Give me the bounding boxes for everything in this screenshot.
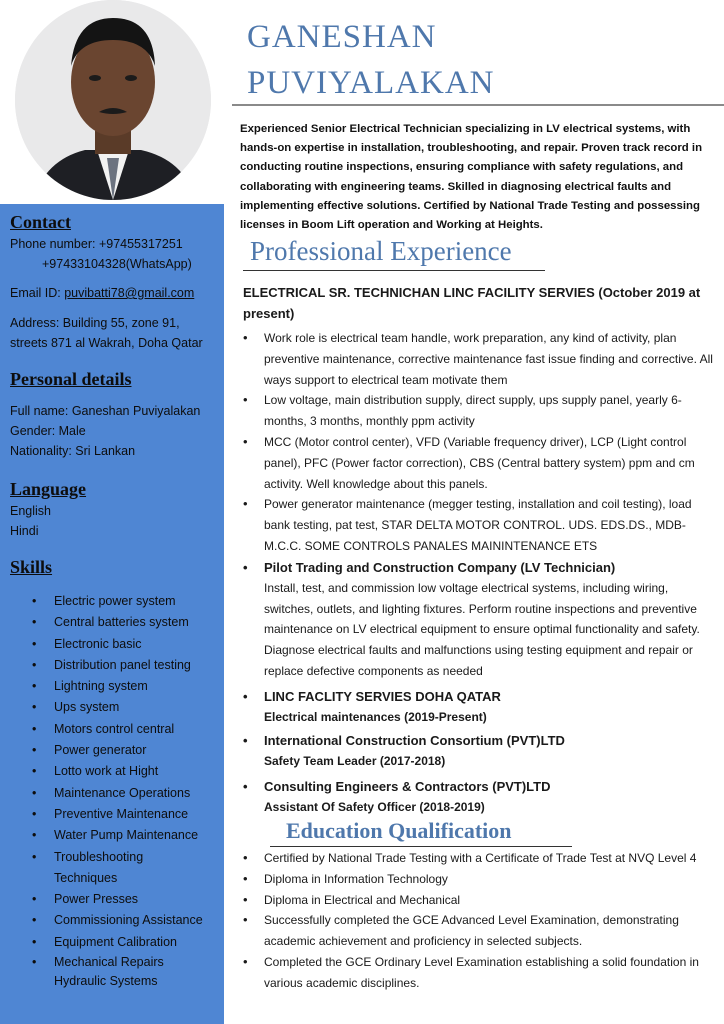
profile-summary: Experienced Senior Electrical Technician specializing in LV electrical systems, with hands-on expertise in installation, troubleshooting, and repair. Proven track record in conducting routine inspections, ensuring compliance with safety regulations, and collaborating with engineering teams. Skilled in diagnosing electrical faults and implementing effective solutions. Certified by National Trade Testing and possessing licenses in Boom Lift operation and Working at Heights. [240, 123, 703, 232]
skill-item: • Power Presses [10, 889, 220, 910]
responsibility-item: • MCC (Motor control center), VFD (Variable frequency driver), LCP (Light control panel), PFC (Power factor correction), CBS (Central battery system) ppm and cm activity. Well knowledge about this panels. [243, 432, 715, 494]
header-divider [232, 104, 724, 106]
language-item: Hindi [10, 524, 39, 538]
job-role: Electrical maintenances (2019-Present) [264, 709, 487, 724]
profile-photo-illustration [15, 0, 211, 200]
skill-item: • Distribution panel testing [10, 655, 220, 676]
skill-item: • Ups system [10, 697, 220, 718]
job-role: Safety Team Leader (2017-2018) [264, 753, 446, 768]
skill-item: • Lotto work at Hight [10, 761, 220, 782]
email-link[interactable]: puvibatti78@gmail.com [64, 286, 195, 300]
responsibility-item: • Low voltage, main distribution supply, direct supply, ups supply panel, yearly 6-months, 3 months, monthly ppm activity [243, 390, 715, 432]
gender: Gender: Male [10, 424, 86, 438]
experience-underline [243, 270, 545, 271]
education-item: • Diploma in Electrical and Mechanical [243, 890, 715, 911]
candidate-name [247, 14, 495, 106]
job-responsibilities [243, 328, 715, 578]
responsibility-item: • Work role is electrical team handle, work preparation, any kind of activity, plan preventive maintenance, corrective maintenance fast issue finding and corrective. All ways support to electrical team motivate them [243, 328, 715, 390]
skill-item: • Power generator [10, 740, 220, 761]
skill-item: • Water Pump Maintenance [10, 825, 220, 846]
education-item: • Successfully completed the GCE Advanced Level Examination, demonstrating academic achievement and proficiency in selected subjects. [243, 910, 715, 952]
skill-item: • Mechanical Repairs Hydraulic Systems [10, 953, 194, 991]
skills-heading: Skills [10, 557, 53, 577]
language-heading: Language [10, 479, 87, 499]
phone-number: Phone number: +97455317251 [10, 237, 183, 251]
phone-whatsapp: +97433104328(WhatsApp) [42, 257, 192, 271]
language-item: English [10, 504, 51, 518]
skill-item: • Preventive Maintenance [10, 804, 220, 825]
responsibility-item: • Power generator maintenance (megger testing, installation and coil testing), load bank testing, pat test, STAR DELTA MOTOR CONTROL. UDS. EDS.DS., MDB-M.C.C. SOME CONTROLS PANALES MAININTENANCE ETS [243, 494, 715, 556]
education-underline [270, 846, 572, 847]
skill-item: • Electric power system [10, 591, 220, 612]
skill-item: • Equipment Calibration [10, 932, 220, 953]
skills-list [10, 591, 220, 991]
education-item: • Diploma in Information Technology [243, 869, 715, 890]
full-name: Full name: Ganeshan Puviyalakan [10, 404, 201, 418]
education-section [243, 848, 715, 994]
education-heading: Education Qualification [286, 818, 512, 843]
education-item: • Certified by National Trade Testing with a Certificate of Trade Test at NVQ Level 4 [243, 848, 715, 869]
experience-section [243, 282, 715, 818]
job-role: Assistant Of Safety Officer (2018-2019) [264, 799, 485, 814]
skill-item: • Electronic basic [10, 634, 220, 655]
personal-details-heading: Personal details [10, 369, 132, 389]
contact-heading: Contact [10, 212, 71, 232]
name-first: GANESHAN [247, 19, 437, 55]
job-title: • International Construction Consortium (PVT)LTD [243, 730, 715, 751]
job-title: ELECTRICAL SR. TECHNICHAN LINC FACILITY SERVIES (October 2019 at present) [243, 285, 701, 321]
email-line [10, 283, 220, 303]
other-jobs [243, 730, 715, 751]
job-title: • LINC FACLITY SERVIES DOHA QATAR [243, 686, 715, 707]
name-last: PUVIYALAKAN [247, 65, 495, 101]
skill-item: • Central batteries system [10, 612, 220, 633]
email-label: Email ID: [10, 286, 65, 300]
experience-heading: Professional Experience [250, 236, 512, 266]
profile-photo [15, 0, 211, 200]
address: Address: Building 55, zone 91, streets 871 al Wakrah, Doha Qatar [10, 316, 203, 350]
skill-item: • Motors control central [10, 719, 220, 740]
skill-item: • Commissioning Assistance [10, 910, 220, 931]
other-jobs [243, 686, 715, 707]
job-title: • Consulting Engineers & Contractors (PVT)LTD [243, 776, 715, 797]
sidebar-content [10, 210, 220, 991]
skill-item: • Lightning system [10, 676, 220, 697]
education-list [243, 848, 715, 994]
job-title: • Pilot Trading and Construction Company (LV Technician) [243, 557, 715, 578]
job-description: Install, test, and commission low voltage electrical systems, including wiring, switches, outlets, and lighting fixtures. Perform routine inspections and preventive maintenance on LV electrical equipment to ensure optimal functionality and safety. Diagnose electrical faults and malfunctions using testing equipment and repair or replace defective components as needed [264, 580, 700, 678]
skill-item: • Maintenance Operations [10, 783, 220, 804]
education-item: • Completed the GCE Ordinary Level Examination establishing a solid foundation in various academic disciplines. [243, 952, 715, 994]
skill-item: • Troubleshooting Techniques [10, 847, 194, 890]
other-jobs [243, 776, 715, 797]
nationality: Nationality: Sri Lankan [10, 444, 136, 458]
